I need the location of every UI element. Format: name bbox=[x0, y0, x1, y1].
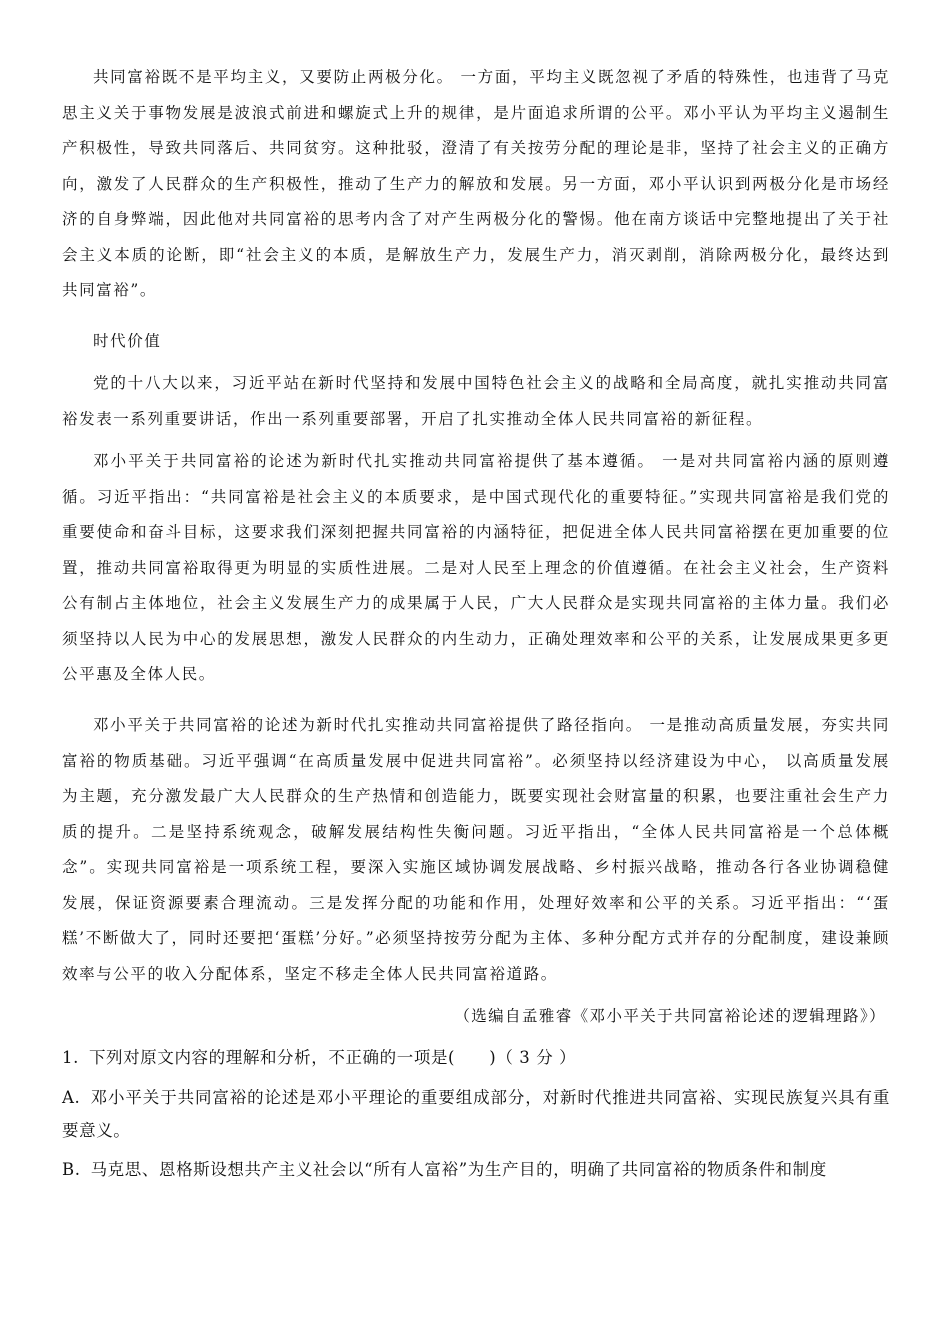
option-b-letter: B. bbox=[62, 1160, 81, 1179]
question-text: 下列对原文内容的理解和分析，不正确的一项是( )（ 3 分 ） bbox=[88, 1048, 577, 1067]
body-paragraph-4: 邓小平关于共同富裕的论述为新时代扎实推动共同富裕提供了路径指向。 一是推动高质量发展，夯实共同富裕的物质基础。习近平强调“在高质量发展中促进共同富裕”。必须坚持以经济建设为中心， 以高质量发展为主题，充分激发最广大人民群众的生产热情和创造能力，既要实现社会财富量的积累，也要注重社会生产力质的提升。二是坚持系统观念，破解发展结构性失衡问题。习近平指出，“全体人民共同富裕是一个总体概念”。实现共同富裕是一项系统工程，要深入实施区域协调发展战略、乡村振兴战略，推动各行各业协调稳健发展，保证资源要素合理流动。三是发挥分配的功能和作用，处理好效率和公平的关系。习近平指出：“‘蛋糕’不断做大了，同时还要把‘蛋糕’分好。”必须坚持按劳分配为主体、多种分配方式并存的分配制度，建设兼顾效率与公平的收入分配体系，坚定不移走全体人民共同富裕道路。 bbox=[62, 716, 890, 983]
option-b bbox=[62, 1153, 890, 1186]
body-paragraph-2: 党的十八大以来，习近平站在新时代坚持和发展中国特色社会主义的战略和全局高度，就扎实推动共同富裕发表一系列重要讲话，作出一系列重要部署，开启了扎实推动全体人民共同富裕的新征程。 bbox=[62, 374, 890, 428]
body-paragraph-1: 共同富裕既不是平均主义，又要防止两极分化。 一方面，平均主义既忽视了矛盾的特殊性，也违背了马克思主义关于事物发展是波浪式前进和螺旋式上升的规律，是片面追求所谓的公平。邓小平认为平均主义遏制生产积极性，导致共同落后、共同贫穷。这种批驳，澄清了有关按劳分配的理论是非，坚持了社会主义的正确方向，激发了人民群众的生产积极性，推动了生产力的解放和发展。另一方面，邓小平认识到两极分化是市场经济的自身弊端，因此他对共同富裕的思考内含了对产生两极分化的警惕。他在南方谈话中完整地提出了关于社会主义本质的论断，即“社会主义的本质，是解放生产力，发展生产力，消灭剥削，消除两极分化，最终达到共同富裕”。 bbox=[62, 68, 890, 299]
source-citation: （选编自孟雅睿《邓小平关于共同富裕论述的逻辑理路》） bbox=[454, 1007, 886, 1025]
body-paragraph-3: 邓小平关于共同富裕的论述为新时代扎实推动共同富裕提供了基本遵循。 一是对共同富裕内涵的原则遵循。习近平指出：“共同富裕是社会主义的本质要求，是中国式现代化的重要特征。”实现共同富裕是我们党的重要使命和奋斗目标，这要求我们深刻把握共同富裕的内涵特征，把促进全体人民共同富裕摆在更加重要的位置，推动共同富裕取得更为明显的实质性进展。二是对人民至上理念的价值遵循。在社会主义社会，生产资料公有制占主体地位，社会主义发展生产力的成果属于人民，广大人民群众是实现共同富裕的主体力量。我们必须坚持以人民为中心的发展思想，激发人民群众的内生动力，正确处理效率和公平的关系，让发展成果更多更公平惠及全体人民。 bbox=[62, 452, 890, 683]
section-heading: 时代价值 bbox=[93, 332, 162, 350]
question-number: 1. bbox=[62, 1048, 79, 1067]
question-stem bbox=[62, 1041, 890, 1074]
option-a-text: 邓小平关于共同富裕的论述是邓小平理论的重要组成部分，对新时代推进共同富裕、实现民族复兴具有重要意义。 bbox=[62, 1088, 890, 1140]
option-b-text: 马克思、恩格斯设想共产主义社会以“所有人富裕”为生产目的，明确了共同富裕的物质条件和制度 bbox=[90, 1160, 827, 1179]
option-a bbox=[62, 1081, 890, 1147]
option-a-letter: A. bbox=[62, 1088, 81, 1107]
